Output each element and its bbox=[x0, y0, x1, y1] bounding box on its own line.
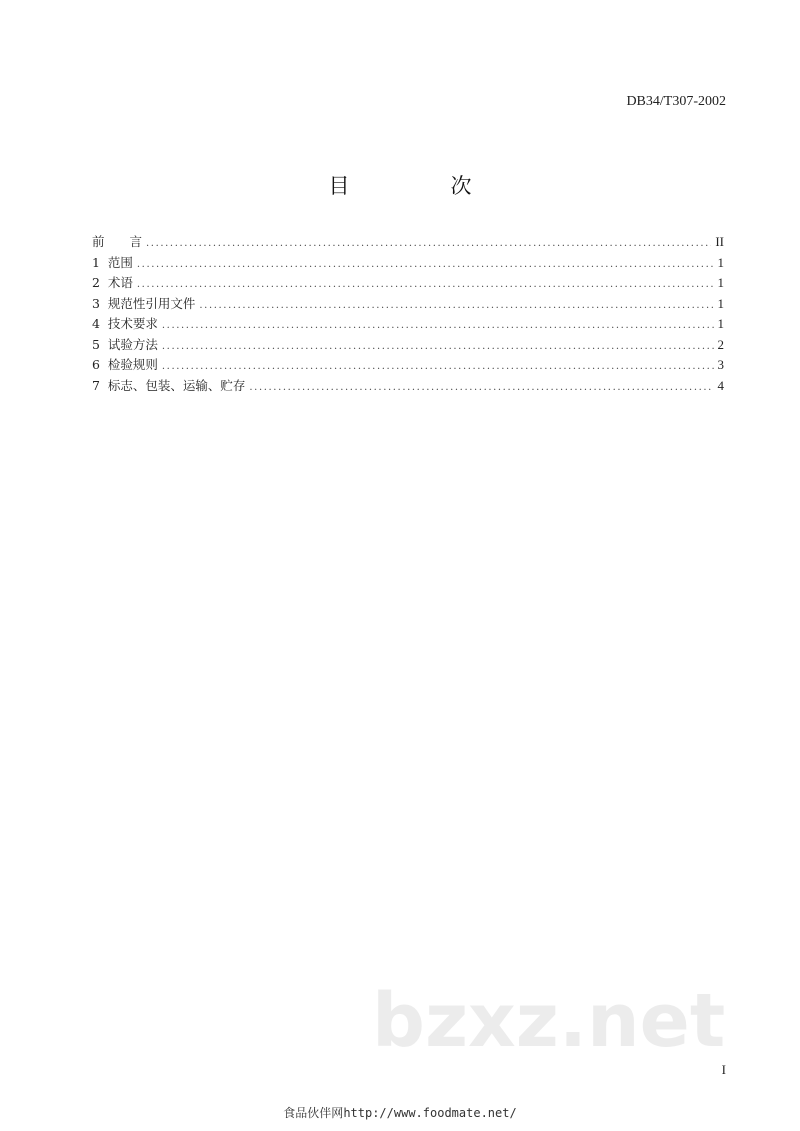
dot-leader bbox=[162, 337, 714, 358]
toc-entry-normative-references[interactable] bbox=[92, 294, 724, 315]
toc-entry-technical-requirements[interactable] bbox=[92, 314, 724, 335]
toc-entry-inspection-rules[interactable] bbox=[92, 355, 724, 376]
toc-entry-foreword[interactable] bbox=[92, 232, 724, 253]
dot-leader bbox=[137, 255, 714, 276]
footer-url[interactable]: http://www.foodmate.net/ bbox=[343, 1106, 517, 1120]
toc-entry-page: 1 bbox=[717, 316, 724, 331]
toc-entry-label: 3 规范性引用文件 bbox=[92, 295, 196, 311]
toc-entry-page: 1 bbox=[717, 254, 724, 270]
watermark: bzxz.net bbox=[372, 978, 726, 1064]
toc-entry-label: 6 检验规则 bbox=[92, 357, 158, 372]
toc-entry-page: 1 bbox=[717, 275, 724, 290]
page-title: 目 次 bbox=[328, 174, 512, 198]
toc-entry-label: 7 标志、包装、运输、贮存 bbox=[92, 377, 246, 393]
dot-leader bbox=[146, 234, 711, 255]
toc-entry-marking-packaging[interactable] bbox=[92, 376, 724, 397]
toc-entry-page: II bbox=[715, 234, 724, 249]
toc-entry-label: 2 术语 bbox=[92, 275, 133, 290]
toc-entry-page: 2 bbox=[717, 336, 724, 352]
toc-entry-test-methods[interactable] bbox=[92, 335, 724, 356]
toc-entry-scope[interactable] bbox=[92, 253, 724, 274]
toc-entry-page: 4 bbox=[717, 377, 724, 393]
toc-entry-terms[interactable] bbox=[92, 273, 724, 294]
dot-leader bbox=[162, 316, 714, 337]
toc-entry-label: 1 范围 bbox=[92, 254, 133, 270]
dot-leader bbox=[249, 378, 713, 399]
toc-entry-label: 4 技术要求 bbox=[92, 316, 158, 331]
toc-entry-label: 5 试验方法 bbox=[92, 336, 158, 352]
dot-leader bbox=[162, 357, 714, 378]
footer-site-name: 食品伙伴网 bbox=[283, 1106, 344, 1120]
table-of-contents bbox=[92, 232, 724, 396]
dot-leader bbox=[137, 275, 714, 296]
toc-entry-page: 1 bbox=[717, 295, 724, 311]
page-number: I bbox=[721, 1062, 726, 1077]
dot-leader bbox=[199, 296, 713, 317]
footer bbox=[0, 1104, 800, 1121]
toc-entry-page: 3 bbox=[717, 357, 724, 372]
toc-entry-label: 前 言 bbox=[92, 234, 143, 249]
standard-code: DB34/T307-2002 bbox=[626, 94, 726, 109]
